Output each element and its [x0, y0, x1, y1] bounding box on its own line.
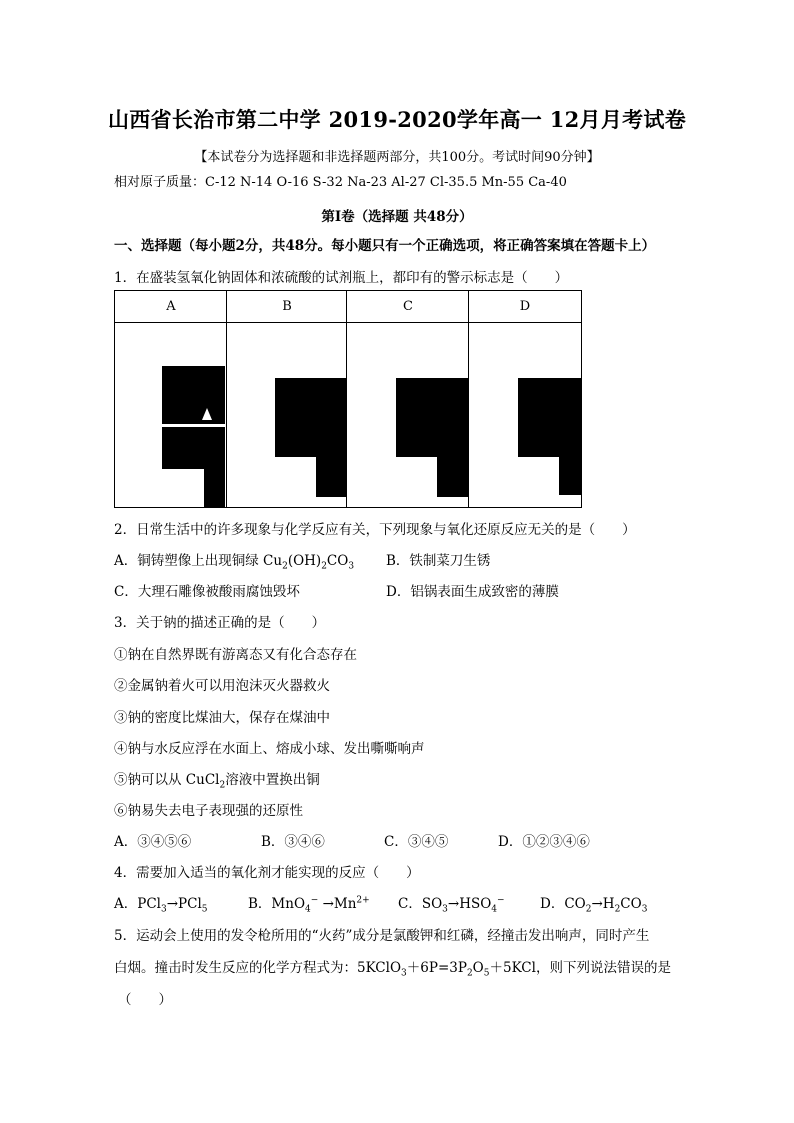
q3-statement-3: ③钠的密度比煤油大，保存在煤油中	[114, 710, 330, 726]
q2-option-c: C．大理石雕像被酸雨腐蚀毁坏	[114, 584, 300, 600]
q1-header-c: C	[403, 299, 413, 314]
q2-option-a: A．铜铸塑像上出现铜绿 $Cu_2(OH)_2CO_3$	[114, 553, 355, 572]
q4-option-c: C．$SO_3\to HSO_4^-$	[398, 895, 505, 915]
section-title: 第Ⅰ卷（选择题 共48分）	[321, 209, 473, 225]
q4-option-b: B．$MnO_4^- \to Mn^{2+}$	[248, 895, 370, 915]
q1-header-d: D	[519, 299, 531, 314]
q3-statement-6: ⑥钠易失去电子表现强的还原性	[114, 803, 303, 819]
q3-option-c: C．③④⑤	[384, 834, 449, 850]
q5-line-2: 白烟。撞击时发生反应的化学方程式为：$5KClO_3+6P=3P_2O_5+5KCl$，则下列说法错误的是	[114, 960, 671, 979]
q3-stem: 3．关于钠的描述正确的是（ ）	[114, 615, 326, 631]
q2-option-b: B．铁制菜刀生锈	[386, 553, 491, 569]
table-column-divider	[226, 291, 227, 507]
q2-stem: 2．日常生活中的许多现象与化学反应有关，下列现象与氧化还原反应无关的是（ ）	[114, 522, 636, 538]
table-header-divider	[115, 322, 581, 323]
q5-line-3: （ ）	[118, 992, 172, 1008]
q3-option-b: B．③④⑥	[261, 834, 325, 850]
exam-note: 【本试卷分为选择题和非选择题两部分，共100分。考试时间90分钟】	[194, 150, 600, 165]
q3-statement-5: ⑤钠可以从 CuCl$_2$溶液中置换出铜	[114, 772, 320, 791]
q5-line-1: 5．运动会上使用的发令枪所用的“火药”成分是氯酸钾和红磷，经撞击发出响声，同时产生	[114, 928, 650, 944]
q3-statement-1: ①钠在自然界既有游离态又有化合态存在	[114, 647, 357, 663]
q4-stem: 4．需要加入适当的氧化剂才能实现的反应（ ）	[114, 865, 420, 881]
part-one-heading: 一、选择题（每小题2分，共48分。每小题只有一个正确选项，将正确答案填在答题卡上）	[114, 238, 656, 254]
page-title: 山西省长治市第二中学 2019-2020学年高一 12月月考试卷	[107, 107, 687, 132]
q4-option-d: D．$CO_2\to H_2CO_3$	[540, 896, 648, 915]
q3-statement-4: ④钠与水反应浮在水面上、熔成小球、发出嘶嘶响声	[114, 741, 425, 757]
q3-option-d: D．①②③④⑥	[498, 834, 590, 850]
q2-option-d: D．铝锅表面生成致密的薄膜	[386, 584, 559, 600]
q1-options-table	[114, 290, 582, 508]
table-column-divider	[468, 291, 469, 507]
q3-statement-2: ②金属钠着火可以用泡沫灭火器救火	[114, 678, 330, 694]
atomic-masses: 相对原子质量：C-12 N-14 O-16 S-32 Na-23 Al-27 Cl-35.5 Mn-55 Ca-40	[114, 175, 567, 190]
q1-header-a: A	[166, 299, 176, 314]
q3-option-a: A．③④⑤⑥	[114, 834, 192, 850]
q1-stem: 1．在盛装氢氧化钠固体和浓硫酸的试剂瓶上，都印有的警示标志是（ ）	[114, 270, 569, 286]
q1-header-b: B	[282, 299, 292, 314]
q4-option-a: A．PCl$_3$→PCl$_5$	[114, 896, 208, 915]
